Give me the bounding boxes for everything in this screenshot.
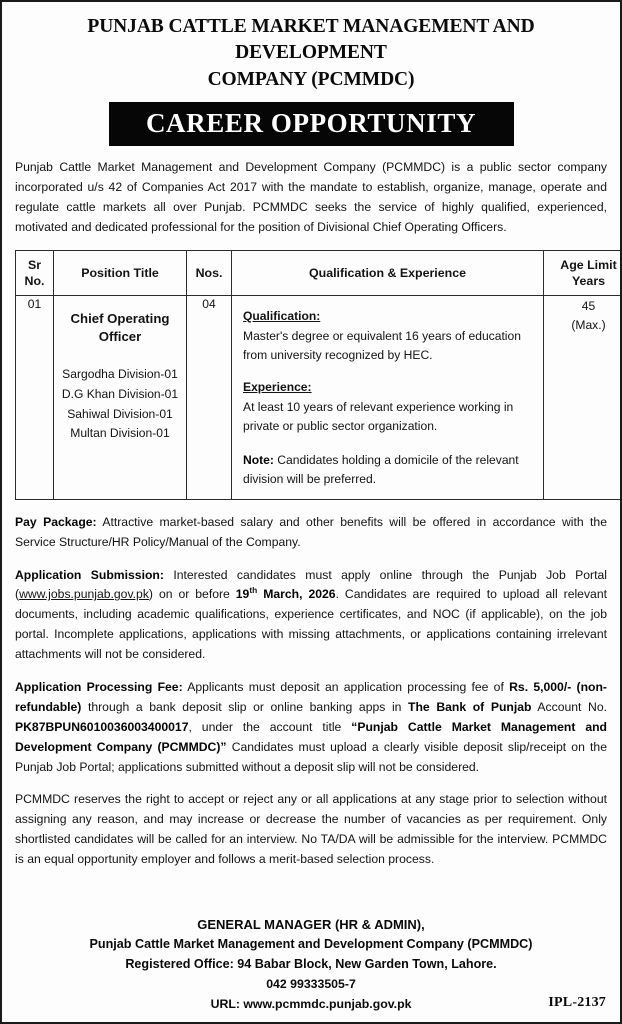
table-row — [16, 295, 622, 499]
pay-package-section — [15, 513, 607, 553]
note-text: Candidates holding a domicile of the relevant division will be preferred. — [243, 452, 519, 486]
note-label: Note: — [243, 452, 274, 467]
disclaimer-paragraph: PCMMDC reserves the right to accept or reject any or all applications at any stage prior to selection without assigning any reason, and may increase or decrease the number of vacancies as per requirement. Only shortlisted candidates will be called for an interview. No TA/DA will be admissible for the interview. PCMMDC is an equal opportunity employer and follows a merit-based selection process. — [15, 792, 607, 867]
vacancy-table-head — [16, 250, 622, 295]
bank-account-number: PK87BPUN6010036003400017 — [15, 719, 189, 734]
pay-package-label: Pay Package: — [15, 514, 97, 529]
header-sr-no — [16, 250, 54, 295]
career-banner-wrapper — [15, 102, 607, 146]
vacancy-table — [15, 250, 622, 500]
header-sr-no-line2: No. — [24, 273, 45, 288]
list-item: Multan Division-01 — [70, 426, 170, 441]
spacer — [243, 365, 533, 378]
processing-fee-section — [15, 678, 607, 777]
experience-text: At least 10 years of relevant experience working in private or public sector organization. — [243, 400, 514, 434]
qualification-label: Qualification: — [243, 308, 321, 323]
application-submission-text-1: Interested candidates must apply online through the Punjab Job Portal ( — [15, 567, 607, 602]
footer-phone-number: 042 99333505-7 — [266, 977, 356, 992]
position-title-text: Chief Operating Officer — [70, 310, 170, 345]
pay-package-text: Attractive market-based salary and other benefits will be offered in accordance with the Service Structure/HR Policy/Manual of the Company. — [15, 514, 607, 549]
advertisement-reference-code: IPL-2137 — [548, 995, 606, 1010]
footer-website-url[interactable]: URL: www.pcmmdc.punjab.gov.pk — [210, 996, 412, 1011]
division-list — [58, 365, 182, 443]
page-content — [2, 2, 620, 870]
header-age-limit — [544, 250, 622, 295]
application-submission-text-3: . Candidates are required to upload all relevant documents, including academic qualifications, experience certificates, and NOC (if applicable), on the job portal. Incomplete applications, applications with missing attachments, or applications containing irrelevant attachments will not be considered. — [15, 587, 607, 662]
processing-fee-text-4: , under the account title — [188, 719, 352, 734]
processing-fee-text-1: Applicants must deposit an application processing fee of — [182, 679, 510, 694]
table-header-row — [16, 250, 622, 295]
qualification-note — [243, 451, 533, 489]
experience-label: Experience: — [243, 380, 312, 395]
cell-sr-no: 01 — [16, 295, 54, 499]
deadline-month-year: March, 2026 — [257, 587, 336, 602]
qualification-text: Master's degree or equivalent 16 years of education from university recognized by HEC. — [243, 329, 521, 363]
footer-company-name: Punjab Cattle Market Management and Development Company (PCMMDC) — [89, 937, 533, 952]
bank-account-title: “Punjab Cattle Market Management and Development Company (PCMMDC)” — [15, 719, 607, 754]
header-qualification-experience: Qualification & Experience — [232, 250, 544, 295]
age-limit-value: 45 — [581, 298, 596, 313]
list-item: Sargodha Division-01 — [62, 367, 178, 382]
org-title-line-2: COMPANY (PCMMDC) — [207, 68, 415, 90]
list-item: Sahiwal Division-01 — [67, 406, 173, 421]
bank-name: The Bank of Punjab — [408, 699, 532, 714]
header-sr-no-line1: Sr — [27, 257, 42, 272]
footer-registered-office: Registered Office: 94 Babar Block, New Garden Town, Lahore. — [125, 957, 497, 972]
vacancy-table-body — [16, 295, 622, 499]
processing-fee-text-5: Candidates must upload a clearly visible deposit slip/receipt on the Punjab Job Portal; applications submitted without a deposit slip will not be considered. — [15, 739, 607, 774]
org-title-line-1: PUNJAB CATTLE MARKET MANAGEMENT AND DEVELOPMENT — [87, 16, 535, 64]
cell-age-limit — [544, 295, 622, 499]
career-opportunity-banner: CAREER OPPORTUNITY — [109, 102, 514, 146]
age-limit-qualifier: (Max.) — [571, 317, 606, 332]
application-submission-section — [15, 566, 607, 665]
processing-fee-amount: Rs. 5,000/- (non-refundable) — [15, 679, 607, 714]
deadline-day: 19 — [235, 587, 250, 602]
spacer — [243, 437, 533, 450]
cell-position-title — [54, 295, 187, 499]
application-submission-label: Application Submission: — [15, 567, 164, 582]
introduction-paragraph: Punjab Cattle Market Management and Development Company (PCMMDC) is a public sector company incorporated u/s 42 of Companies Act 2017 with the mandate to establish, organize, manage, operate and regulate cattle markets all over Punjab. PCMMDC seeks the service of highly qualified, experienced, motivated and dedicated professional for the position of Divisional Chief Operating Officers. — [15, 160, 607, 234]
footer-block — [2, 915, 620, 1014]
processing-fee-text-2: through a bank deposit slip or online banking apps in — [81, 699, 409, 714]
header-age-limit-line1: Age Limit — [560, 257, 617, 272]
application-submission-text-2: ) on or before — [148, 587, 236, 602]
header-age-limit-line2: Years — [571, 273, 606, 288]
header-position-title: Position Title — [54, 250, 187, 295]
footer-signatory-designation: GENERAL MANAGER (HR & ADMIN), — [197, 916, 425, 932]
deadline-ordinal-suffix: th — [249, 585, 258, 596]
organization-title — [15, 14, 607, 93]
punjab-job-portal-link[interactable]: www.jobs.punjab.gov.pk — [19, 587, 149, 602]
cell-number-of-posts: 04 — [187, 295, 232, 499]
cell-qualification-experience — [232, 295, 544, 499]
header-nos: Nos. — [187, 250, 232, 295]
processing-fee-label: Application Processing Fee: — [15, 679, 183, 694]
list-item: D.G Khan Division-01 — [61, 387, 179, 401]
processing-fee-text-3: Account No. — [531, 699, 607, 714]
